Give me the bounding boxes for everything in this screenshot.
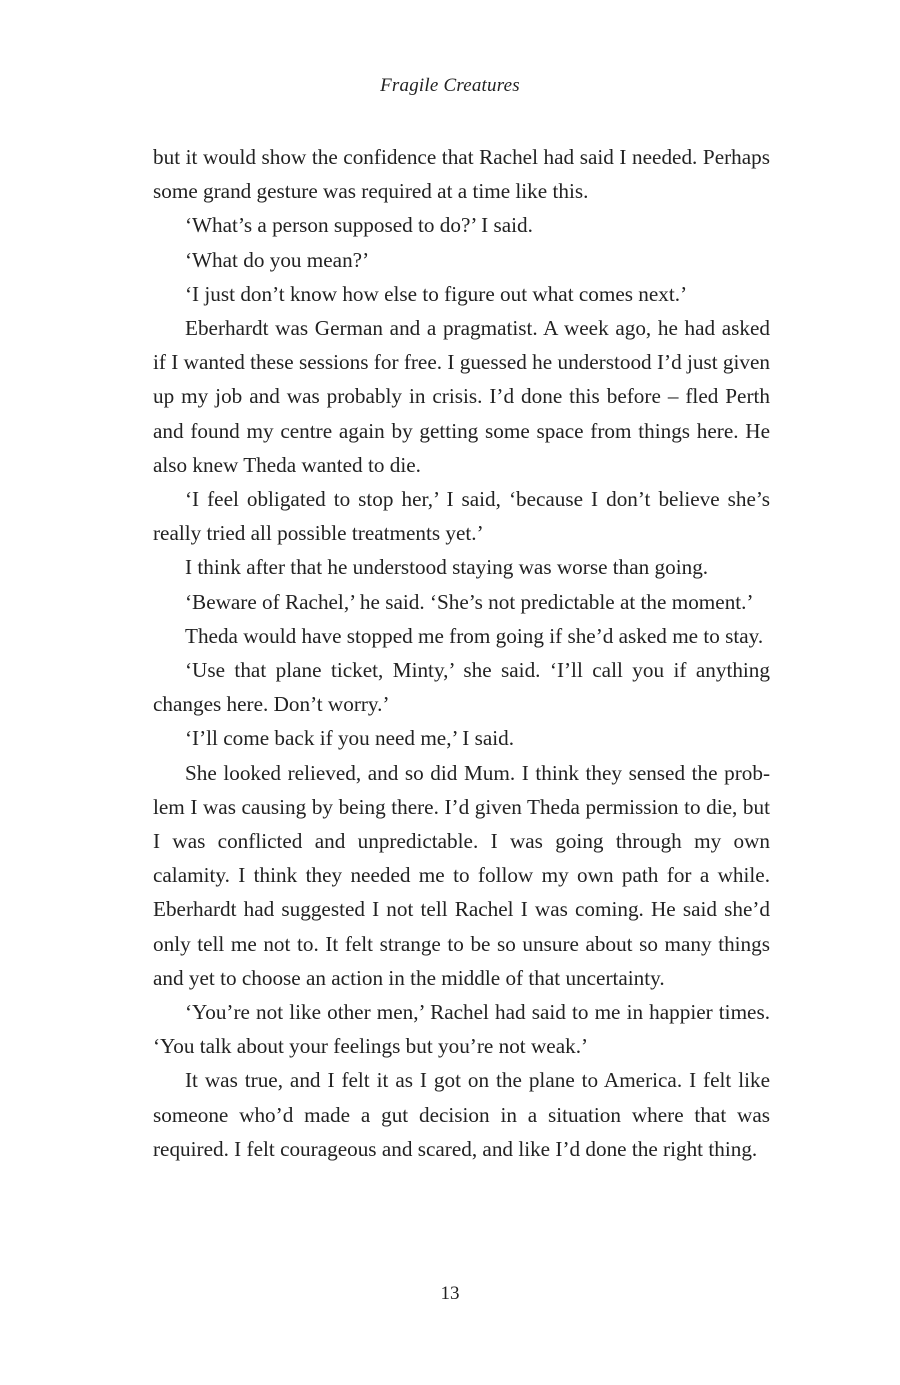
paragraph: She looked relieved, and so did Mum. I think they sensed the problem I was causing by being there. I’d given Theda permission to die, but I was conflicted and unpredictable. I was going through my own calamity. I think they needed me to follow my own path for a while. Eberhardt had suggested I not tell Rachel I was coming. He said she’d only tell me not to. It felt strange to be so unsure about so many things and yet to choose an action in the middle of that uncertainty. (153, 760, 770, 990)
paragraph: ‘I just don’t know how else to figure out what comes next.’ (185, 281, 688, 306)
page-number: 13 (440, 1283, 460, 1304)
paragraph: ‘I’ll come back if you need me,’ I said. (185, 726, 515, 751)
paragraph: ‘What do you mean?’ (185, 247, 370, 272)
paragraph: Eberhardt was German and a pragmatist. A week ago, he had asked if I wanted these sessions for free. I guessed he understood I’d just given up my job and was probably in crisis. I’d done this before – fled Perth and found my centre again by getting some space from things here. He also knew Theda wanted to die. (153, 316, 770, 477)
paragraph: ‘Beware of Rachel,’ he said. ‘She’s not predictable at the moment.’ (185, 589, 754, 614)
running-head: Fragile Creatures (380, 75, 520, 96)
paragraph: Theda would have stopped me from going if she’d asked me to stay. (185, 623, 764, 648)
paragraph: It was true, and I felt it as I got on the plane to America. I felt like someone who’d made a gut decision in a situation where that was required. I felt courageous and scared, and like I’d done the right thing. (153, 1068, 770, 1161)
body-text (153, 140, 770, 1166)
paragraph: ‘I feel obligated to stop her,’ I said, ‘because I don’t believe she’s really tried all possible treatments yet.’ (153, 487, 770, 546)
paragraph: but it would show the confidence that Rachel had said I needed. Perhaps some grand gesture was required at a time like this. (153, 145, 770, 204)
paragraph: ‘You’re not like other men,’ Rachel had said to me in happier times. ‘You talk about your feelings but you’re not weak.’ (153, 1000, 770, 1059)
paragraph: I think after that he understood staying was worse than going. (185, 555, 709, 580)
paragraph: ‘What’s a person supposed to do?’ I said. (185, 213, 533, 238)
paragraph: ‘Use that plane ticket, Minty,’ she said. ‘I’ll call you if anything changes here. Don’t worry.’ (153, 658, 770, 717)
